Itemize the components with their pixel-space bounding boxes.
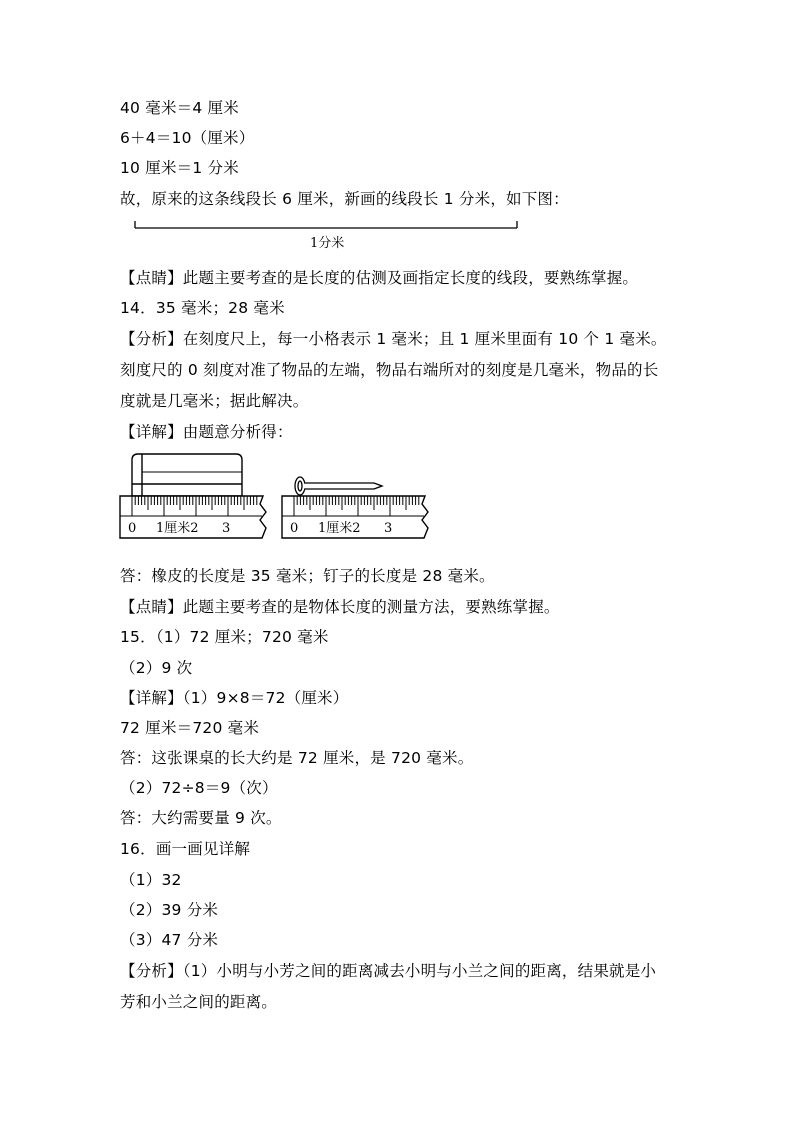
text-line-1: 40 毫米＝4 厘米 bbox=[120, 99, 239, 117]
ruler-label-3: 3 bbox=[384, 521, 393, 536]
eraser-ruler-figure bbox=[118, 450, 288, 546]
text-line-16: 72 厘米＝720 毫米 bbox=[120, 719, 260, 737]
text-line-7: 【分析】在刻度尺上，每一小格表示 1 毫米；且 1 厘米里面有 10 个 1 毫米。 bbox=[120, 330, 667, 348]
text-line-4: 故，原来的这条线段长 6 厘米，新画的线段长 1 分米，如下图： bbox=[120, 190, 569, 208]
text-line-2: 6＋4＝10（厘米） bbox=[120, 129, 255, 147]
text-line-17: 答：这张课桌的长大约是 72 厘米，是 720 毫米。 bbox=[120, 749, 474, 767]
text-line-15: 【详解】（1）9×8＝72（厘米） bbox=[120, 689, 349, 707]
text-line-10: 【详解】由题意分析得： bbox=[120, 423, 293, 441]
text-line-14: （2）9 次 bbox=[120, 659, 193, 677]
text-line-18: （2）72÷8＝9（次） bbox=[120, 779, 278, 797]
text-line-3: 10 厘米＝1 分米 bbox=[120, 159, 239, 177]
text-line-11: 答：橡皮的长度是 35 毫米；钉子的长度是 28 毫米。 bbox=[120, 567, 495, 585]
text-line-9: 度就是几毫米；据此解决。 bbox=[120, 392, 309, 410]
ruler-label-0: 0 bbox=[290, 521, 299, 536]
text-line-19: 答：大约需要量 9 次。 bbox=[120, 809, 282, 827]
text-line-5: 【点睛】此题主要考查的是长度的估测及画指定长度的线段，要熟练掌握。 bbox=[120, 269, 639, 287]
text-line-23: （3）47 分米 bbox=[120, 931, 219, 949]
segment-figure bbox=[130, 218, 530, 254]
text-line-12: 【点睛】此题主要考查的是物体长度的测量方法，要熟练掌握。 bbox=[120, 598, 560, 616]
text-line-8: 刻度尺的 0 刻度对准了物品的左端，物品右端所对的刻度是几毫米，物品的长 bbox=[120, 361, 659, 379]
eraser bbox=[132, 454, 242, 496]
text-line-22: （2）39 分米 bbox=[120, 901, 219, 919]
text-line-6: 14．35 毫米；28 毫米 bbox=[120, 299, 285, 317]
text-line-24: 【分析】（1）小明与小芳之间的距离减去小明与小兰之间的距离，结果就是小 bbox=[120, 962, 657, 980]
text-line-20: 16．画一画见详解 bbox=[120, 840, 251, 858]
text-line-13: 15．（1）72 厘米；720 毫米 bbox=[120, 628, 329, 646]
nail bbox=[295, 477, 382, 495]
ruler-label-0: 0 bbox=[128, 521, 137, 536]
text-line-25: 芳和小兰之间的距离。 bbox=[120, 993, 278, 1011]
ruler-label-3: 3 bbox=[222, 521, 231, 536]
nail-ruler-figure bbox=[280, 450, 450, 546]
ruler-label-1cm2: 1厘米2 bbox=[318, 521, 361, 536]
ruler-label-1cm2: 1厘米2 bbox=[156, 521, 199, 536]
text-line-21: （1）32 bbox=[120, 871, 182, 889]
segment-label: 1分米 bbox=[310, 236, 345, 251]
